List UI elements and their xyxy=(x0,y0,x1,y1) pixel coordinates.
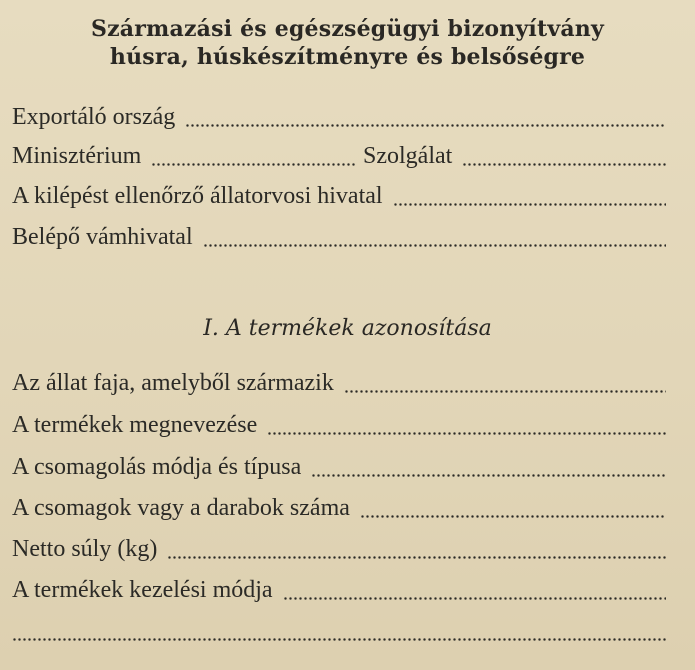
dotted-fill-line xyxy=(167,554,666,560)
field-label: A csomagolás módja és típusa xyxy=(12,454,302,480)
dotted-fill-line xyxy=(360,513,666,519)
field-product-name xyxy=(12,412,668,442)
field-label: Belépő vámhivatal xyxy=(12,224,193,250)
dotted-fill-line xyxy=(12,636,666,642)
dotted-fill-line xyxy=(267,430,666,436)
field-label: A termékek kezelési módja xyxy=(12,577,273,603)
field-label: A kilépést ellenőrző állatorvosi hivatal xyxy=(12,183,383,209)
dotted-fill-line xyxy=(344,388,666,394)
field-label: A csomagok vagy a darabok száma xyxy=(12,495,350,521)
field-exit-vet-office xyxy=(12,183,668,213)
dotted-fill-line xyxy=(393,201,666,207)
field-label: A termékek megnevezése xyxy=(12,412,258,438)
field-label: Netto súly (kg) xyxy=(12,536,158,562)
field-label: Exportáló ország xyxy=(12,104,176,130)
field-label: Az állat faja, amelyből származik xyxy=(12,370,334,396)
field-treatment-method xyxy=(12,577,668,607)
dotted-fill-line xyxy=(311,472,666,478)
dotted-fill-line xyxy=(185,122,666,128)
document-title-line-2: húsra, húskészítményre és belsőségre xyxy=(109,44,586,70)
dotted-fill-line xyxy=(462,161,666,167)
field-label: Szolgálat xyxy=(363,143,453,169)
field-net-weight xyxy=(12,536,668,566)
section-heading: I. A termékek azonosítása xyxy=(203,316,492,341)
field-blank-continuation xyxy=(12,618,668,648)
field-entry-customs-office xyxy=(12,224,668,254)
dotted-fill-line xyxy=(283,595,666,601)
field-package-count xyxy=(12,495,668,525)
dotted-fill-line xyxy=(203,242,666,248)
field-exporting-country xyxy=(12,104,668,134)
field-animal-species xyxy=(12,370,668,400)
field-packaging-type xyxy=(12,454,668,484)
field-label: Minisztérium xyxy=(12,143,142,169)
dotted-fill-line xyxy=(151,161,355,167)
field-ministry-service xyxy=(12,143,668,173)
document-title-line-1: Származási és egészségügyi bizonyítvány xyxy=(91,16,604,42)
